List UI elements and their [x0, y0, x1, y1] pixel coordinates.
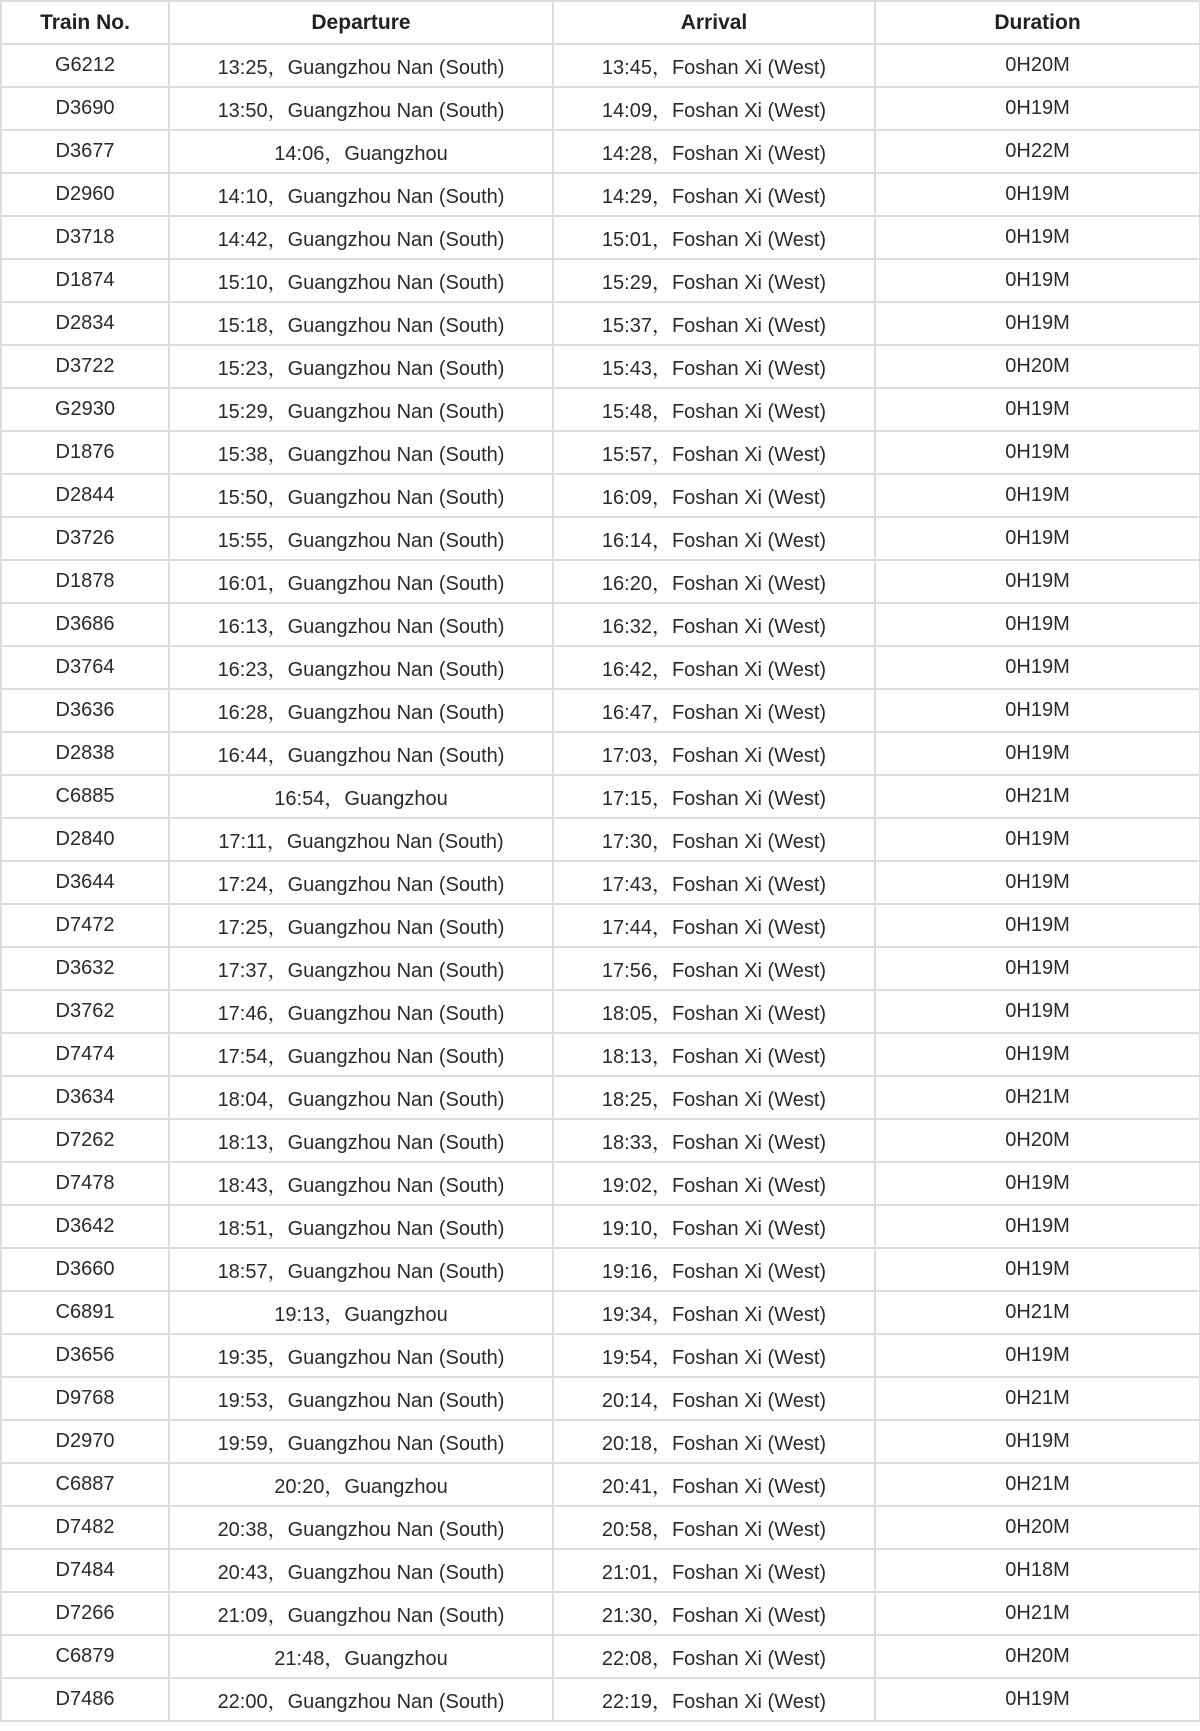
- cell-departure: 20:38，Guangzhou Nan (South): [169, 1506, 553, 1549]
- cell-arrival: 14:28，Foshan Xi (West): [553, 130, 875, 173]
- cell-train-no: C6879: [1, 1635, 169, 1678]
- table-row: [1, 1377, 1200, 1420]
- table-row: [1, 1463, 1200, 1506]
- table-row: [1, 818, 1200, 861]
- cell-duration: 0H20M: [875, 44, 1200, 87]
- cell-arrival: 15:43，Foshan Xi (West): [553, 345, 875, 388]
- cell-train-no: C6891: [1, 1291, 169, 1334]
- cell-train-no: D1876: [1, 431, 169, 474]
- table-row: [1, 603, 1200, 646]
- cell-departure: 19:13，Guangzhou: [169, 1291, 553, 1334]
- cell-duration: 0H19M: [875, 689, 1200, 732]
- table-row: [1, 1119, 1200, 1162]
- cell-arrival: 20:14，Foshan Xi (West): [553, 1377, 875, 1420]
- cell-arrival: 17:30，Foshan Xi (West): [553, 818, 875, 861]
- cell-duration: 0H19M: [875, 1205, 1200, 1248]
- cell-departure: 16:28，Guangzhou Nan (South): [169, 689, 553, 732]
- cell-train-no: D7472: [1, 904, 169, 947]
- table-body: [1, 44, 1200, 1721]
- table-row: [1, 388, 1200, 431]
- table-row: [1, 216, 1200, 259]
- cell-train-no: D3656: [1, 1334, 169, 1377]
- cell-departure: 19:53，Guangzhou Nan (South): [169, 1377, 553, 1420]
- cell-train-no: D9768: [1, 1377, 169, 1420]
- cell-departure: 16:13，Guangzhou Nan (South): [169, 603, 553, 646]
- cell-duration: 0H20M: [875, 345, 1200, 388]
- cell-train-no: D3722: [1, 345, 169, 388]
- cell-departure: 21:48，Guangzhou: [169, 1635, 553, 1678]
- cell-duration: 0H19M: [875, 1033, 1200, 1076]
- header-duration: Duration: [875, 1, 1200, 44]
- table-row: [1, 474, 1200, 517]
- cell-departure: 18:13，Guangzhou Nan (South): [169, 1119, 553, 1162]
- cell-departure: 15:29，Guangzhou Nan (South): [169, 388, 553, 431]
- table-row: [1, 861, 1200, 904]
- table-row: [1, 130, 1200, 173]
- cell-duration: 0H19M: [875, 560, 1200, 603]
- cell-train-no: D3764: [1, 646, 169, 689]
- cell-train-no: D7262: [1, 1119, 169, 1162]
- cell-train-no: D2970: [1, 1420, 169, 1463]
- cell-departure: 18:04，Guangzhou Nan (South): [169, 1076, 553, 1119]
- cell-duration: 0H21M: [875, 1463, 1200, 1506]
- table-row: [1, 1592, 1200, 1635]
- cell-train-no: D2840: [1, 818, 169, 861]
- cell-departure: 16:23，Guangzhou Nan (South): [169, 646, 553, 689]
- table-row: [1, 87, 1200, 130]
- table-row: [1, 1420, 1200, 1463]
- cell-arrival: 17:03，Foshan Xi (West): [553, 732, 875, 775]
- cell-departure: 16:54，Guangzhou: [169, 775, 553, 818]
- cell-duration: 0H19M: [875, 1678, 1200, 1721]
- cell-arrival: 16:42，Foshan Xi (West): [553, 646, 875, 689]
- cell-train-no: D3726: [1, 517, 169, 560]
- cell-train-no: D3632: [1, 947, 169, 990]
- cell-arrival: 16:09，Foshan Xi (West): [553, 474, 875, 517]
- cell-arrival: 20:58，Foshan Xi (West): [553, 1506, 875, 1549]
- header-arrival: Arrival: [553, 1, 875, 44]
- cell-arrival: 19:34，Foshan Xi (West): [553, 1291, 875, 1334]
- cell-arrival: 18:13，Foshan Xi (West): [553, 1033, 875, 1076]
- table-row: [1, 1205, 1200, 1248]
- cell-train-no: D7478: [1, 1162, 169, 1205]
- table-row: [1, 689, 1200, 732]
- table-row: [1, 990, 1200, 1033]
- table-row: [1, 302, 1200, 345]
- cell-arrival: 22:19，Foshan Xi (West): [553, 1678, 875, 1721]
- cell-arrival: 13:45，Foshan Xi (West): [553, 44, 875, 87]
- table-row: [1, 1033, 1200, 1076]
- cell-train-no: G2930: [1, 388, 169, 431]
- cell-duration: 0H21M: [875, 1377, 1200, 1420]
- cell-train-no: D3634: [1, 1076, 169, 1119]
- cell-departure: 18:57，Guangzhou Nan (South): [169, 1248, 553, 1291]
- cell-train-no: D2838: [1, 732, 169, 775]
- table-row: [1, 1334, 1200, 1377]
- cell-duration: 0H19M: [875, 646, 1200, 689]
- table-row: [1, 1248, 1200, 1291]
- cell-departure: 13:25，Guangzhou Nan (South): [169, 44, 553, 87]
- table-row: [1, 431, 1200, 474]
- table-header: [1, 1, 1200, 44]
- cell-arrival: 21:30，Foshan Xi (West): [553, 1592, 875, 1635]
- cell-train-no: D3644: [1, 861, 169, 904]
- table-row: [1, 1162, 1200, 1205]
- table-row: [1, 345, 1200, 388]
- cell-train-no: D3642: [1, 1205, 169, 1248]
- cell-departure: 16:01，Guangzhou Nan (South): [169, 560, 553, 603]
- cell-duration: 0H19M: [875, 87, 1200, 130]
- table-row: [1, 517, 1200, 560]
- cell-duration: 0H21M: [875, 1291, 1200, 1334]
- cell-departure: 18:43，Guangzhou Nan (South): [169, 1162, 553, 1205]
- cell-arrival: 14:29，Foshan Xi (West): [553, 173, 875, 216]
- table-row: [1, 560, 1200, 603]
- cell-train-no: D3718: [1, 216, 169, 259]
- cell-arrival: 15:01，Foshan Xi (West): [553, 216, 875, 259]
- cell-duration: 0H21M: [875, 775, 1200, 818]
- cell-departure: 20:43，Guangzhou Nan (South): [169, 1549, 553, 1592]
- cell-departure: 21:09，Guangzhou Nan (South): [169, 1592, 553, 1635]
- cell-departure: 20:20，Guangzhou: [169, 1463, 553, 1506]
- cell-duration: 0H19M: [875, 517, 1200, 560]
- cell-duration: 0H21M: [875, 1592, 1200, 1635]
- cell-arrival: 15:37，Foshan Xi (West): [553, 302, 875, 345]
- cell-train-no: D2834: [1, 302, 169, 345]
- cell-duration: 0H19M: [875, 431, 1200, 474]
- cell-train-no: D7266: [1, 1592, 169, 1635]
- cell-departure: 19:59，Guangzhou Nan (South): [169, 1420, 553, 1463]
- cell-arrival: 15:57，Foshan Xi (West): [553, 431, 875, 474]
- cell-arrival: 16:32，Foshan Xi (West): [553, 603, 875, 646]
- cell-train-no: D3762: [1, 990, 169, 1033]
- cell-arrival: 22:08，Foshan Xi (West): [553, 1635, 875, 1678]
- table-row: [1, 259, 1200, 302]
- cell-departure: 22:00，Guangzhou Nan (South): [169, 1678, 553, 1721]
- cell-duration: 0H19M: [875, 1162, 1200, 1205]
- cell-arrival: 17:43，Foshan Xi (West): [553, 861, 875, 904]
- table-row: [1, 1549, 1200, 1592]
- cell-arrival: 21:01，Foshan Xi (West): [553, 1549, 875, 1592]
- cell-duration: 0H19M: [875, 1248, 1200, 1291]
- cell-arrival: 15:29，Foshan Xi (West): [553, 259, 875, 302]
- cell-train-no: D2844: [1, 474, 169, 517]
- cell-train-no: C6887: [1, 1463, 169, 1506]
- table-row: [1, 173, 1200, 216]
- cell-arrival: 17:44，Foshan Xi (West): [553, 904, 875, 947]
- cell-departure: 14:42，Guangzhou Nan (South): [169, 216, 553, 259]
- cell-departure: 17:37，Guangzhou Nan (South): [169, 947, 553, 990]
- header-departure: Departure: [169, 1, 553, 44]
- cell-arrival: 18:25，Foshan Xi (West): [553, 1076, 875, 1119]
- header-train-no: Train No.: [1, 1, 169, 44]
- table-row: [1, 1678, 1200, 1721]
- cell-train-no: D7474: [1, 1033, 169, 1076]
- cell-train-no: D3660: [1, 1248, 169, 1291]
- cell-departure: 19:35，Guangzhou Nan (South): [169, 1334, 553, 1377]
- cell-departure: 17:54，Guangzhou Nan (South): [169, 1033, 553, 1076]
- cell-arrival: 18:33，Foshan Xi (West): [553, 1119, 875, 1162]
- cell-departure: 18:51，Guangzhou Nan (South): [169, 1205, 553, 1248]
- cell-duration: 0H19M: [875, 259, 1200, 302]
- cell-duration: 0H19M: [875, 990, 1200, 1033]
- cell-train-no: D7484: [1, 1549, 169, 1592]
- cell-duration: 0H22M: [875, 130, 1200, 173]
- cell-departure: 15:18，Guangzhou Nan (South): [169, 302, 553, 345]
- cell-departure: 15:50，Guangzhou Nan (South): [169, 474, 553, 517]
- cell-duration: 0H19M: [875, 1420, 1200, 1463]
- cell-arrival: 19:10，Foshan Xi (West): [553, 1205, 875, 1248]
- cell-duration: 0H19M: [875, 818, 1200, 861]
- cell-arrival: 19:02，Foshan Xi (West): [553, 1162, 875, 1205]
- cell-duration: 0H19M: [875, 861, 1200, 904]
- cell-departure: 15:10，Guangzhou Nan (South): [169, 259, 553, 302]
- cell-duration: 0H19M: [875, 1334, 1200, 1377]
- cell-departure: 13:50，Guangzhou Nan (South): [169, 87, 553, 130]
- cell-train-no: D3690: [1, 87, 169, 130]
- table-row: [1, 904, 1200, 947]
- cell-duration: 0H19M: [875, 947, 1200, 990]
- cell-arrival: 16:14，Foshan Xi (West): [553, 517, 875, 560]
- cell-duration: 0H19M: [875, 732, 1200, 775]
- cell-train-no: D3636: [1, 689, 169, 732]
- cell-departure: 17:25，Guangzhou Nan (South): [169, 904, 553, 947]
- cell-arrival: 15:48，Foshan Xi (West): [553, 388, 875, 431]
- cell-arrival: 17:56，Foshan Xi (West): [553, 947, 875, 990]
- cell-train-no: D1878: [1, 560, 169, 603]
- cell-departure: 14:06，Guangzhou: [169, 130, 553, 173]
- cell-departure: 17:46，Guangzhou Nan (South): [169, 990, 553, 1033]
- cell-arrival: 19:54，Foshan Xi (West): [553, 1334, 875, 1377]
- table-row: [1, 1506, 1200, 1549]
- table-row: [1, 1076, 1200, 1119]
- table-row: [1, 1635, 1200, 1678]
- table-row: [1, 44, 1200, 87]
- table-row: [1, 775, 1200, 818]
- cell-duration: 0H19M: [875, 388, 1200, 431]
- cell-departure: 17:11，Guangzhou Nan (South): [169, 818, 553, 861]
- cell-departure: 15:23，Guangzhou Nan (South): [169, 345, 553, 388]
- cell-arrival: 19:16，Foshan Xi (West): [553, 1248, 875, 1291]
- table-row: [1, 732, 1200, 775]
- cell-departure: 15:55，Guangzhou Nan (South): [169, 517, 553, 560]
- cell-arrival: 14:09，Foshan Xi (West): [553, 87, 875, 130]
- cell-train-no: G6212: [1, 44, 169, 87]
- table-row: [1, 1291, 1200, 1334]
- cell-departure: 17:24，Guangzhou Nan (South): [169, 861, 553, 904]
- cell-train-no: D7482: [1, 1506, 169, 1549]
- cell-duration: 0H18M: [875, 1549, 1200, 1592]
- cell-arrival: 20:18，Foshan Xi (West): [553, 1420, 875, 1463]
- cell-train-no: C6885: [1, 775, 169, 818]
- cell-duration: 0H19M: [875, 302, 1200, 345]
- cell-duration: 0H20M: [875, 1119, 1200, 1162]
- cell-duration: 0H19M: [875, 173, 1200, 216]
- cell-duration: 0H21M: [875, 1076, 1200, 1119]
- cell-train-no: D7486: [1, 1678, 169, 1721]
- cell-arrival: 20:41，Foshan Xi (West): [553, 1463, 875, 1506]
- cell-departure: 16:44，Guangzhou Nan (South): [169, 732, 553, 775]
- cell-train-no: D2960: [1, 173, 169, 216]
- cell-duration: 0H20M: [875, 1635, 1200, 1678]
- cell-arrival: 16:20，Foshan Xi (West): [553, 560, 875, 603]
- table-row: [1, 646, 1200, 689]
- cell-arrival: 16:47，Foshan Xi (West): [553, 689, 875, 732]
- table-row: [1, 947, 1200, 990]
- cell-duration: 0H19M: [875, 603, 1200, 646]
- cell-duration: 0H19M: [875, 474, 1200, 517]
- header-row: [1, 1, 1200, 44]
- cell-train-no: D1874: [1, 259, 169, 302]
- cell-arrival: 17:15，Foshan Xi (West): [553, 775, 875, 818]
- cell-train-no: D3677: [1, 130, 169, 173]
- cell-duration: 0H19M: [875, 216, 1200, 259]
- cell-departure: 14:10，Guangzhou Nan (South): [169, 173, 553, 216]
- cell-arrival: 18:05，Foshan Xi (West): [553, 990, 875, 1033]
- cell-departure: 15:38，Guangzhou Nan (South): [169, 431, 553, 474]
- cell-train-no: D3686: [1, 603, 169, 646]
- cell-duration: 0H20M: [875, 1506, 1200, 1549]
- cell-duration: 0H19M: [875, 904, 1200, 947]
